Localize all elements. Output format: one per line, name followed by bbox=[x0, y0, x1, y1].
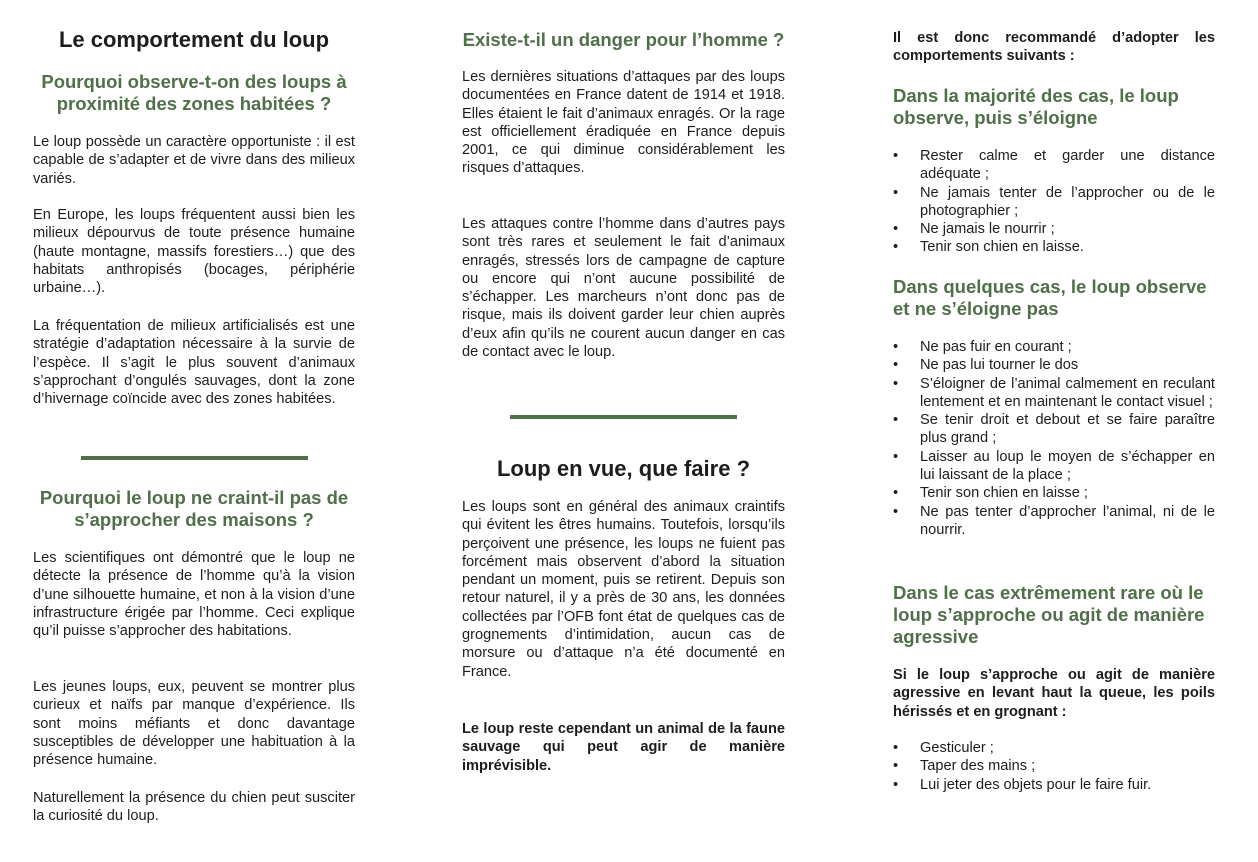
list-item: • Ne jamais tenter de l’approcher ou de le photographier ; bbox=[893, 184, 1215, 221]
divider bbox=[81, 456, 308, 460]
list-item: • Ne pas lui tourner le dos bbox=[893, 356, 1215, 374]
paragraph: Naturellement la présence du chien peut susciter la curiosité du loup. bbox=[33, 790, 355, 825]
list-item: • Ne pas tenter d’approcher l’animal, ni de le nourrir. bbox=[893, 503, 1215, 540]
list-agressif bbox=[893, 739, 1215, 794]
paragraph: Les dernières situations d’attaques par des loups documentées en France datent de 1914 et 1918. Elles étaient le fait d’animaux enragés. Or la rage est officiellement éradiquée en France depuis 2001, ce qui diminue considérablement les risques d’attaques. bbox=[462, 69, 785, 177]
paragraph: Les jeunes loups, eux, peuvent se montrer plus curieux et naïfs par manque d’expérience. Ils sont moins méfiants et donc davantage susceptibles de développer une habituation à la présence humaine. bbox=[33, 679, 355, 769]
paragraph: Les attaques contre l’homme dans d’autres pays sont très rares et seulement le fait d’animaux enragés, stressés lors de campagne de capture ou encore qui n’ont aucune possibilité de s’échapper. Les marcheurs n’ont donc pas de risque, mais ils doivent garder leur chien auprès d’eux afin qu’ils ne courent aucun danger en cas de contact avec le loup. bbox=[462, 216, 785, 361]
paragraph: En Europe, les loups fréquentent aussi bien les milieux dépourvus de toute présence humaine (haute montagne, massifs forestiers…) que des habitats anthropisés (bocages, périphérie urbaine…). bbox=[33, 207, 355, 297]
subheading-observe-reste: Dans quelques cas, le loup observe et ne s’éloigne pas bbox=[893, 276, 1207, 319]
paragraph: La fréquentation de milieux artificialisés est une stratégie d’adaptation nécessaire à la survie de l’espèce. Il s’agit le plus souvent d’animaux s’approchant d’ongulés sauvages, dont la zone d’hivernage coïncide avec des zones habitées. bbox=[33, 318, 355, 408]
warning-paragraph: Le loup reste cependant un animal de la faune sauvage qui peut agir de manière imprévisible. bbox=[462, 721, 785, 774]
list-item: • Rester calme et garder une distance adéquate ; bbox=[893, 147, 1215, 184]
question-heading-proximite: Pourquoi observe-t-on des loups à proximité des zones habitées ? bbox=[41, 71, 347, 114]
list-observe-s-eloigne bbox=[893, 147, 1215, 257]
list-item: • Lui jeter des objets pour le faire fuir. bbox=[893, 776, 1215, 794]
list-item: • Se tenir droit et debout et se faire paraître plus grand ; bbox=[893, 411, 1215, 448]
list-observe-reste bbox=[893, 338, 1215, 539]
intro-paragraph: Il est donc recommandé d’adopter les comportements suivants : bbox=[893, 30, 1215, 64]
list-item: • Tenir son chien en laisse ; bbox=[893, 484, 1215, 502]
subheading-agressif: Dans le cas extrêmement rare où le loup s’approche ou agit de manière agressive bbox=[893, 582, 1205, 647]
question-heading-danger: Existe-t-il un danger pour l’homme ? bbox=[462, 29, 785, 50]
list-item: • Gesticuler ; bbox=[893, 739, 1215, 757]
divider bbox=[510, 415, 737, 419]
paragraph: Les loups sont en général des animaux craintifs qui évitent les êtres humains. Toutefois, lorsqu’ils perçoivent une présence, les loups ne fuient pas forcément mais observent d’abord la situation pendant un moment, puis se retirent. Depuis son retour naturel, il y a près de 30 ans, les données collectées par l’OFB font état de quelques cas de grognements d’intimidation, aucun cas de morsure ou d’attaque n’a été documenté en France. bbox=[462, 499, 785, 680]
list-item: • Laisser au loup le moyen de s’échapper en lui laissant de la place ; bbox=[893, 448, 1215, 485]
list-item: • S’éloigner de l’animal calmement en reculant lentement et en maintenant le contact visuel ; bbox=[893, 375, 1215, 412]
section-title-loup-en-vue: Loup en vue, que faire ? bbox=[496, 456, 751, 481]
paragraph: Le loup possède un caractère opportuniste : il est capable de s’adapter et de vivre dans des milieux variés. bbox=[33, 134, 355, 187]
list-item: • Ne jamais le nourrir ; bbox=[893, 220, 1215, 238]
list-item: • Taper des mains ; bbox=[893, 757, 1215, 775]
section-title-comportement: Le comportement du loup bbox=[58, 27, 330, 52]
paragraph: Les scientifiques ont démontré que le loup ne détecte la présence de l’homme qu’à la vision d’une silhouette humaine, et non à la vision d’une infrastructure érigée par l’homme. Ceci explique qu’il puisse s’approcher des habitations. bbox=[33, 550, 355, 640]
list-item: • Ne pas fuir en courant ; bbox=[893, 338, 1215, 356]
aggressive-intro-paragraph: Si le loup s’approche ou agit de manière agressive en levant haut la queue, les poils hérissés et en grognant : bbox=[893, 667, 1215, 720]
subheading-observe-s-eloigne: Dans la majorité des cas, le loup observe, puis s’éloigne bbox=[893, 85, 1179, 128]
question-heading-maisons: Pourquoi le loup ne craint-il pas de s’approcher des maisons ? bbox=[39, 487, 349, 530]
list-item: • Tenir son chien en laisse. bbox=[893, 238, 1215, 256]
